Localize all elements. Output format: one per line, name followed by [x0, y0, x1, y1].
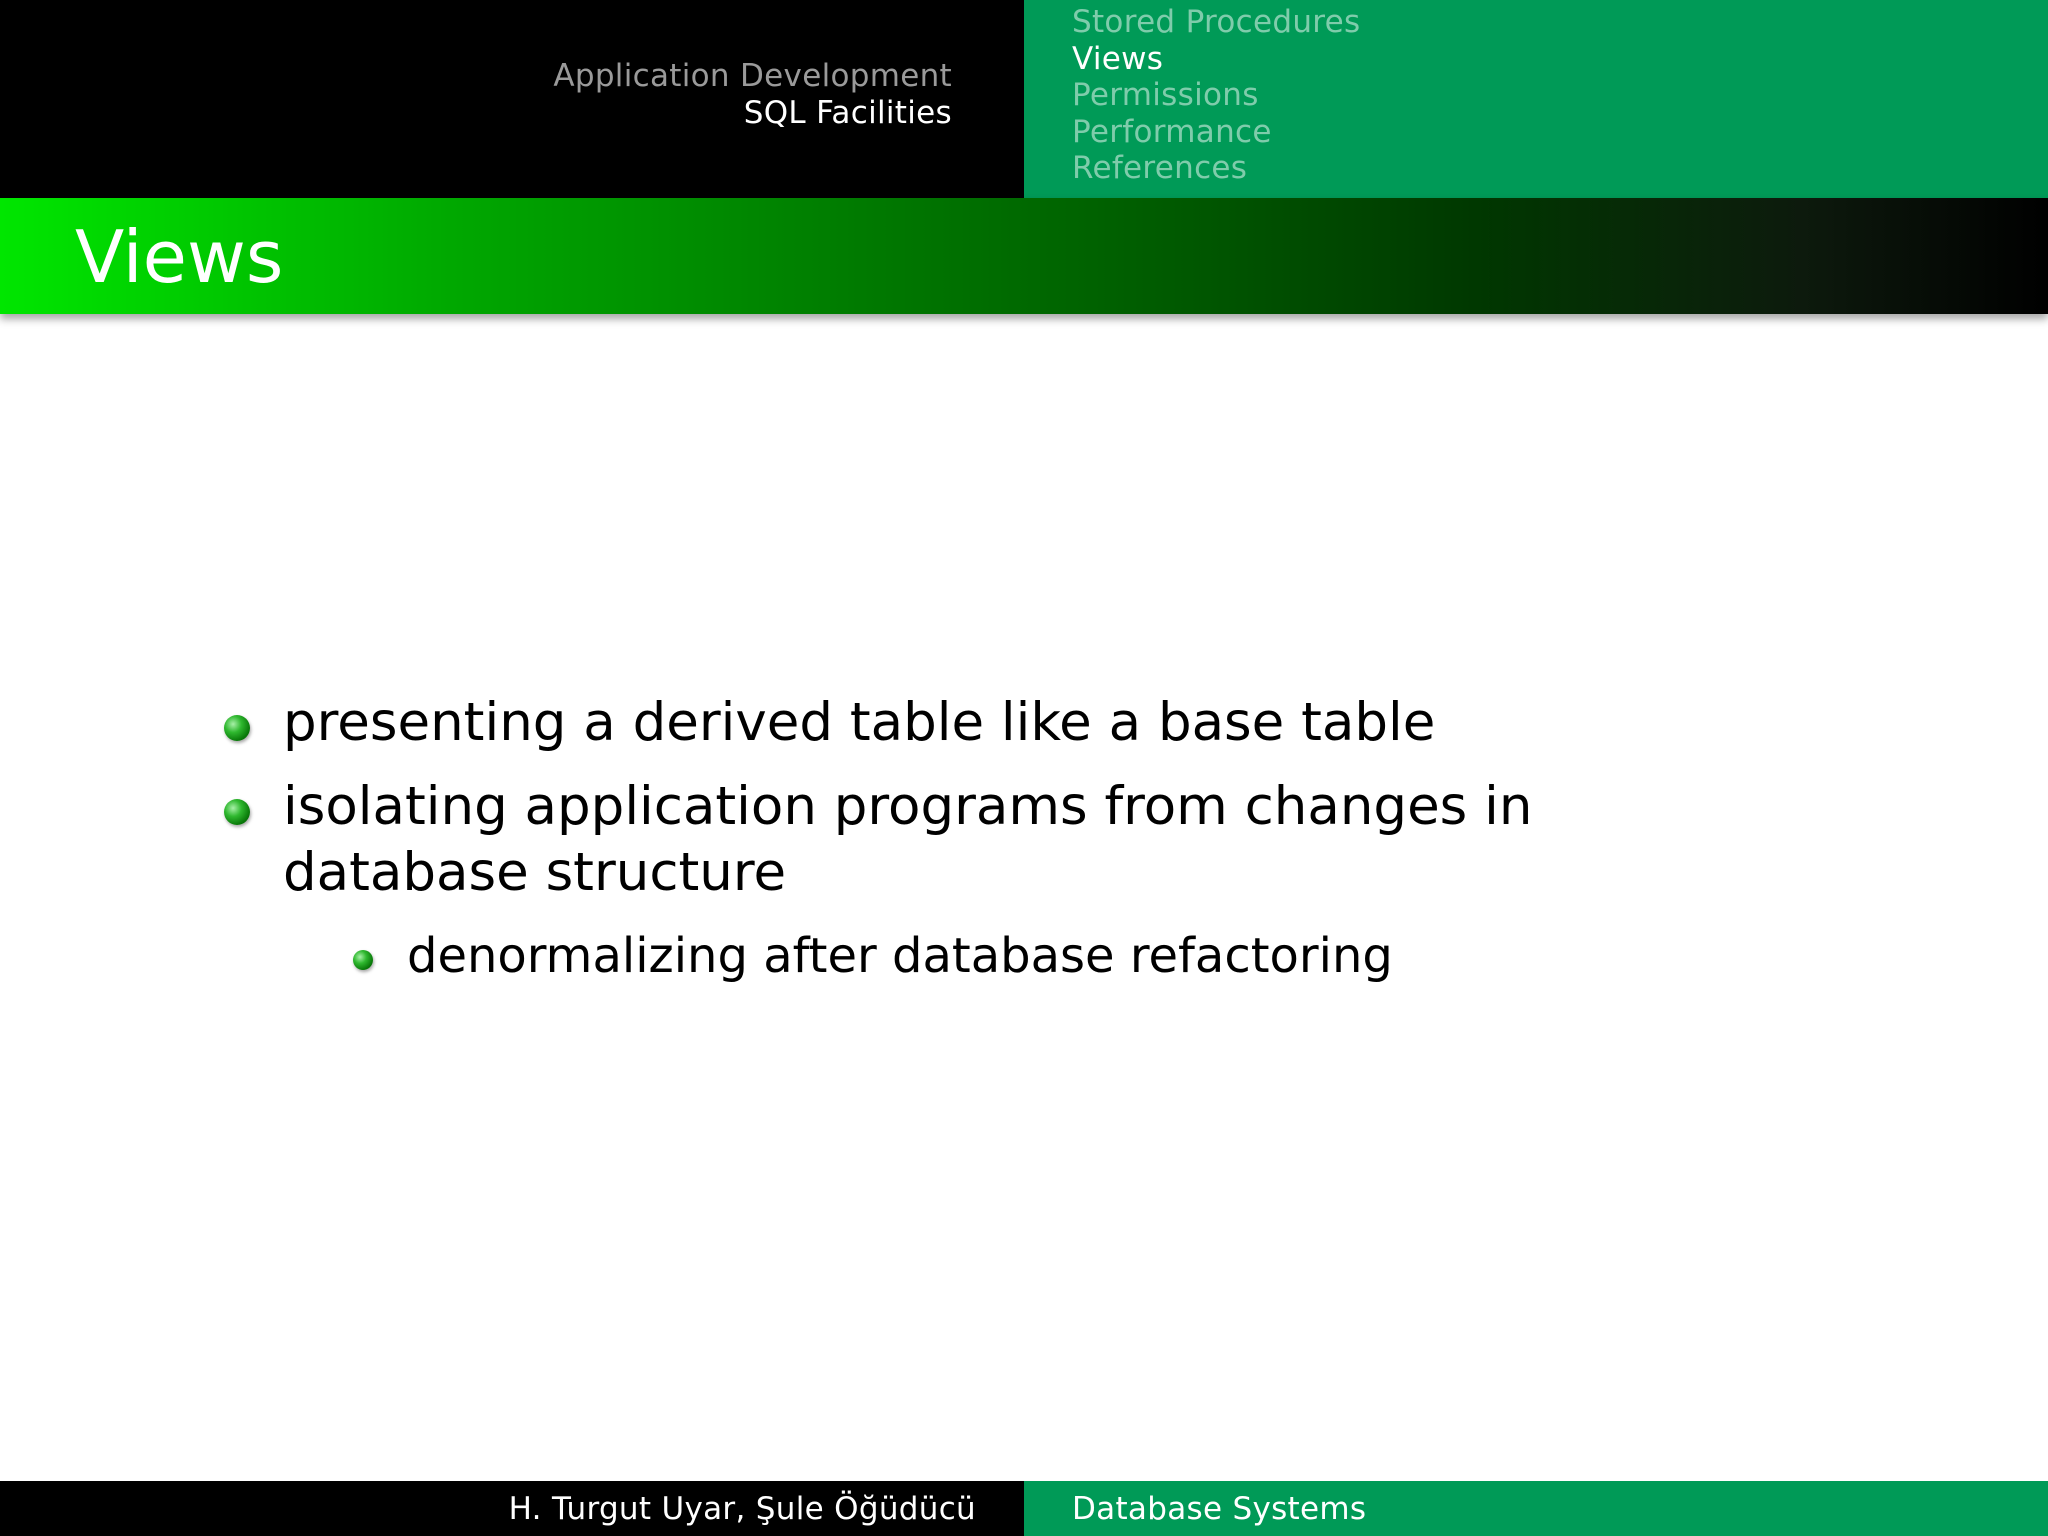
bullet-point-icon — [224, 715, 250, 741]
subsection-link-stored-procedures[interactable]: Stored Procedures — [1072, 4, 1361, 40]
bullet-point-icon — [224, 799, 250, 825]
subsection-navigation — [1072, 4, 1360, 187]
slide-title: Views — [75, 215, 284, 299]
subsection-link-performance[interactable]: Performance — [1072, 113, 1272, 150]
section-navigation — [553, 58, 952, 132]
sub-bullet-text: denormalizing after database refactoring — [407, 928, 1393, 984]
bullet-item — [283, 690, 1783, 756]
bullet-item — [283, 774, 1763, 906]
slide-title-bar — [0, 198, 2048, 314]
header-subsection-panel — [1024, 0, 2048, 198]
bullet-text: presenting a derived table like a base table — [283, 692, 1436, 753]
footer-author: H. Turgut Uyar, Şule Öğüdücü — [508, 1491, 976, 1527]
footer-author-panel — [0, 1481, 1024, 1536]
section-link-sql-facilities[interactable]: SQL Facilities — [743, 95, 952, 131]
subsection-link-views[interactable]: Views — [1072, 40, 1164, 77]
subsection-link-permissions[interactable]: Permissions — [1072, 77, 1259, 113]
sub-bullet-item — [407, 926, 1807, 986]
sub-bullet-point-icon — [353, 950, 373, 970]
footer-course-panel — [1024, 1481, 2048, 1536]
section-link-application-development[interactable]: Application Development — [553, 58, 952, 94]
subsection-link-references[interactable]: References — [1072, 150, 1248, 186]
footer-course-title: Database Systems — [1072, 1491, 1367, 1527]
bullet-text: isolating application programs from changes in database structure — [283, 776, 1533, 903]
header-section-panel — [0, 0, 1024, 198]
